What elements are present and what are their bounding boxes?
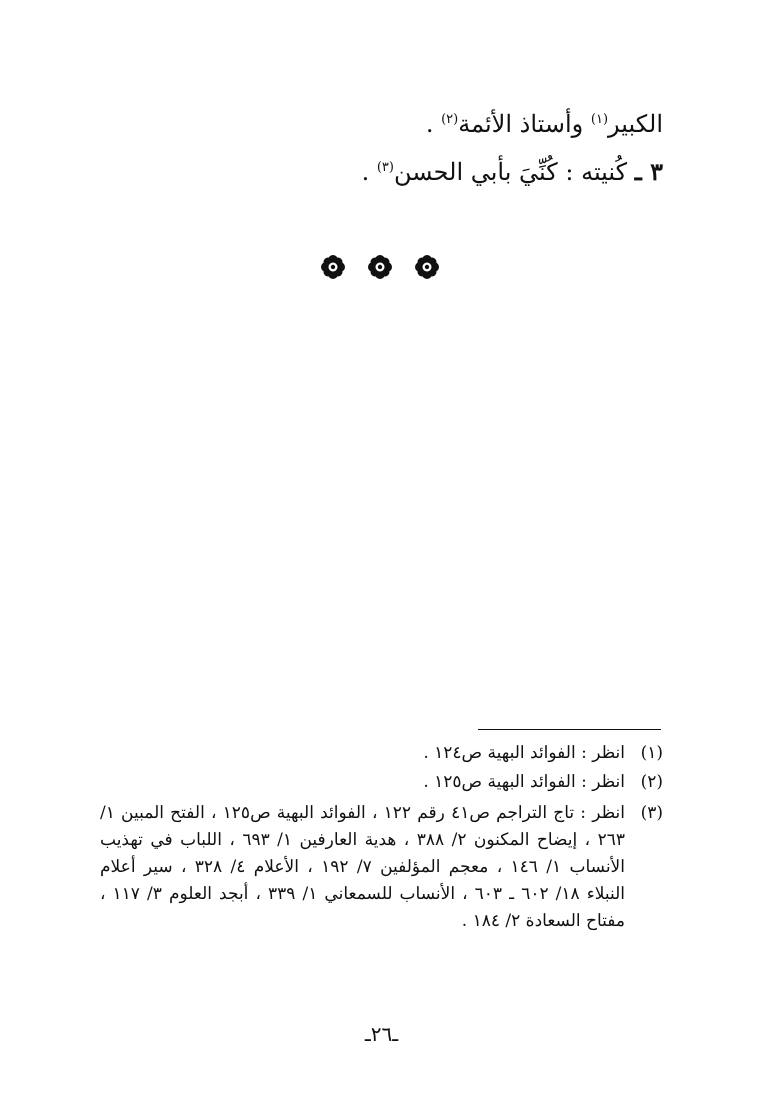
footnote-ref-1[interactable]: (١) <box>590 112 609 127</box>
body-line-1 <box>100 108 663 140</box>
text-fragment: وأستاذ الأئمة <box>458 110 591 138</box>
footnote-2 <box>100 769 663 796</box>
footnote-ref-2[interactable]: (٢) <box>441 112 459 127</box>
footnote-text: انظر : الفوائد البهية ص١٢٥ . <box>423 772 625 792</box>
section-divider-ornaments <box>320 252 440 282</box>
flower-ornament-icon <box>320 254 346 280</box>
text-fragment: . <box>361 158 377 186</box>
footnote-ref-3[interactable]: (٣) <box>376 160 394 175</box>
footnote-marker: (١) <box>640 743 663 763</box>
text-fragment: الكبير <box>608 110 663 138</box>
page-number: ـ٢٦ـ <box>364 1022 399 1046</box>
text-fragment: . <box>425 110 442 138</box>
footnote-marker: (٣) <box>640 803 663 823</box>
flower-ornament-icon <box>367 254 393 280</box>
section-number: ٣ ـ <box>634 157 663 186</box>
footnote-separator <box>478 729 661 730</box>
kunya-text: كُنيته : كُنِّيَ بأبي الحسن <box>393 158 635 186</box>
body-line-2 <box>100 156 663 188</box>
footnote-text: انظر : الفوائد البهية ص١٢٤ . <box>423 743 625 763</box>
flower-ornament-icon <box>414 254 440 280</box>
footnote-3 <box>100 800 663 935</box>
footnote-text: انظر : تاج التراجم ص٤١ رقم ١٢٢ ، الفوائد البهية ص١٢٥ ، الفتح المبين ١/ ٢٦٣ ، إيضاح المكنون ٢/ ٣٨٨ ، هدية العارفين ١/ ٦٩٣ ، اللباب في تهذيب الأنساب ١/ ١٤٦ ، معجم المؤلفين ٧/ ١٩٢ ، الأعلام ٤/ ٣٢٨ ، سير أعلام النبلاء ١٨/ ٦٠٢ ـ ٦٠٣ ، الأنساب للسمعاني ١/ ٣٣٩ ، أبجد العلوم ٣/ ١١٧ ، مفتاح السعادة ٢/ ١٨٤ . <box>100 803 626 931</box>
footnote-marker: (٢) <box>640 772 663 792</box>
footnote-1 <box>100 740 663 767</box>
